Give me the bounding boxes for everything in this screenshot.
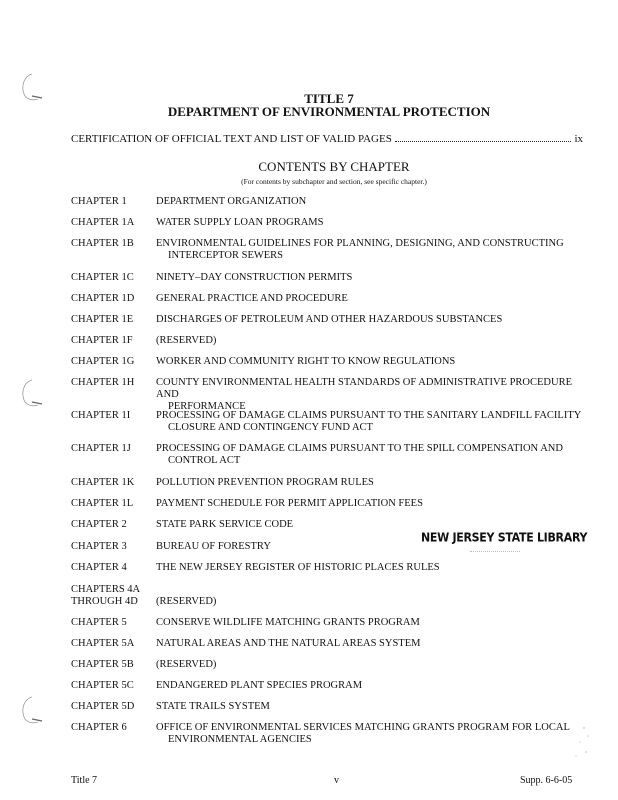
stamp-smudge — [470, 548, 520, 552]
chapter-title: GENERAL PRACTICE AND PROCEDURE — [156, 293, 348, 304]
chapter-title-group — [156, 410, 591, 434]
chapter-title: (RESERVED) — [156, 335, 217, 346]
contents-note: (For contents by subchapter and section, see specific chapter.) — [241, 177, 427, 186]
chapter-number: CHAPTER 1B — [71, 238, 134, 249]
chapter-title: STATE PARK SERVICE CODE — [156, 519, 294, 530]
chapter-title: DISCHARGES OF PETROLEUM AND OTHER HAZARDOUS SUBSTANCES — [156, 314, 503, 325]
chapter-number: CHAPTER 6 — [71, 722, 127, 733]
chapter-title: PROCESSING OF DAMAGE CLAIMS PURSUANT TO THE SANITARY LANDFILL FACILITY — [156, 410, 582, 421]
chapter-title-group — [156, 238, 591, 262]
chapter-title: WORKER AND COMMUNITY RIGHT TO KNOW REGULATIONS — [156, 356, 456, 367]
punch-hole-mark-icon — [18, 695, 48, 727]
chapter-number: CHAPTER 4 — [71, 562, 127, 573]
chapter-title: PAYMENT SCHEDULE FOR PERMIT APPLICATION FEES — [156, 498, 423, 509]
chapter-title-group — [156, 377, 591, 413]
chapter-title: POLLUTION PREVENTION PROGRAM RULES — [156, 477, 374, 488]
library-stamp: NEW JERSEY STATE LIBRARY — [421, 530, 588, 545]
chapter-number: CHAPTER 1 — [71, 196, 127, 207]
chapter-number: CHAPTER 5B — [71, 659, 134, 670]
scan-speckle-icon — [566, 722, 596, 762]
department-title: DEPARTMENT OF ENVIRONMENTAL PROTECTION — [167, 104, 491, 119]
chapter-title: (RESERVED) — [156, 596, 217, 607]
chapter-title-continued: INTERCEPTOR SEWERS — [168, 250, 284, 261]
chapter-title-continued: CONTROL ACT — [168, 455, 241, 466]
punch-hole-mark-icon — [18, 378, 48, 410]
chapter-title: ENDANGERED PLANT SPECIES PROGRAM — [156, 680, 363, 691]
chapter-number: CHAPTER 1C — [71, 272, 134, 283]
chapter-number: CHAPTER 1L — [71, 498, 134, 509]
chapter-title-group — [156, 722, 591, 746]
chapter-title: DEPARTMENT ORGANIZATION — [156, 196, 307, 207]
chapter-number: CHAPTER 1A — [71, 217, 135, 228]
chapter-title-continued: ENVIRONMENTAL AGENCIES — [168, 734, 312, 745]
chapter-number: CHAPTER 3 — [71, 541, 127, 552]
chapter-title: OFFICE OF ENVIRONMENTAL SERVICES MATCHING GRANTS PROGRAM FOR LOCAL — [156, 722, 570, 733]
footer-page-number: v — [334, 775, 339, 786]
chapter-number: CHAPTER 1H — [71, 377, 135, 388]
chapter-number: CHAPTER 1E — [71, 314, 134, 325]
chapter-number: CHAPTER 1F — [71, 335, 133, 346]
chapter-title-continued: PERFORMANCE — [168, 401, 246, 412]
chapter-title: COUNTY ENVIRONMENTAL HEALTH STANDARDS OF ADMINISTRATIVE PROCEDURE AND — [156, 377, 572, 400]
certification-label: CERTIFICATION OF OFFICIAL TEXT AND LIST OF VALID PAGES — [71, 133, 392, 145]
chapter-title: STATE TRAILS SYSTEM — [156, 701, 270, 712]
footer-supplement-date: Supp. 6-6-05 — [520, 775, 573, 786]
chapter-title: (RESERVED) — [156, 659, 217, 670]
chapter-title: THE NEW JERSEY REGISTER OF HISTORIC PLACES RULES — [156, 562, 440, 573]
chapter-number: CHAPTER 1J — [71, 443, 131, 454]
certification-line — [71, 133, 583, 145]
chapter-number: CHAPTER 5C — [71, 680, 134, 691]
chapter-number: CHAPTER 1I — [71, 410, 131, 421]
footer-title: Title 7 — [71, 775, 98, 786]
chapter-number: CHAPTER 1K — [71, 477, 135, 488]
chapter-title: PROCESSING OF DAMAGE CLAIMS PURSUANT TO THE SPILL COMPENSATION AND — [156, 443, 563, 454]
chapter-title: WATER SUPPLY LOAN PROGRAMS — [156, 217, 324, 228]
chapter-title-continued: CLOSURE AND CONTINGENCY FUND ACT — [168, 422, 373, 433]
chapter-title: CONSERVE WILDLIFE MATCHING GRANTS PROGRAM — [156, 617, 420, 628]
chapter-number: CHAPTER 5A — [71, 638, 135, 649]
chapter-number-group — [71, 584, 155, 608]
contents-heading: CONTENTS BY CHAPTER — [258, 159, 410, 174]
chapter-number: CHAPTER 5D — [71, 701, 135, 712]
chapter-number: CHAPTER 1D — [71, 293, 135, 304]
title-number: TITLE 7 — [304, 91, 354, 106]
chapter-number: CHAPTER 2 — [71, 519, 127, 530]
chapter-number-continued: THROUGH 4D — [71, 596, 138, 607]
chapter-number: CHAPTER 5 — [71, 617, 127, 628]
punch-hole-mark-icon — [18, 72, 48, 104]
chapter-title: ENVIRONMENTAL GUIDELINES FOR PLANNING, DESIGNING, AND CONSTRUCTING — [156, 238, 564, 249]
dot-leader — [395, 141, 572, 142]
chapter-number: CHAPTERS 4A — [71, 584, 141, 595]
chapter-title-group — [156, 443, 591, 467]
chapter-title: BUREAU OF FORESTRY — [156, 541, 271, 552]
certification-page: ix — [574, 133, 583, 145]
chapter-title: NINETY–DAY CONSTRUCTION PERMITS — [156, 272, 353, 283]
chapter-title: NATURAL AREAS AND THE NATURAL AREAS SYSTEM — [156, 638, 421, 649]
chapter-number: CHAPTER 1G — [71, 356, 135, 367]
